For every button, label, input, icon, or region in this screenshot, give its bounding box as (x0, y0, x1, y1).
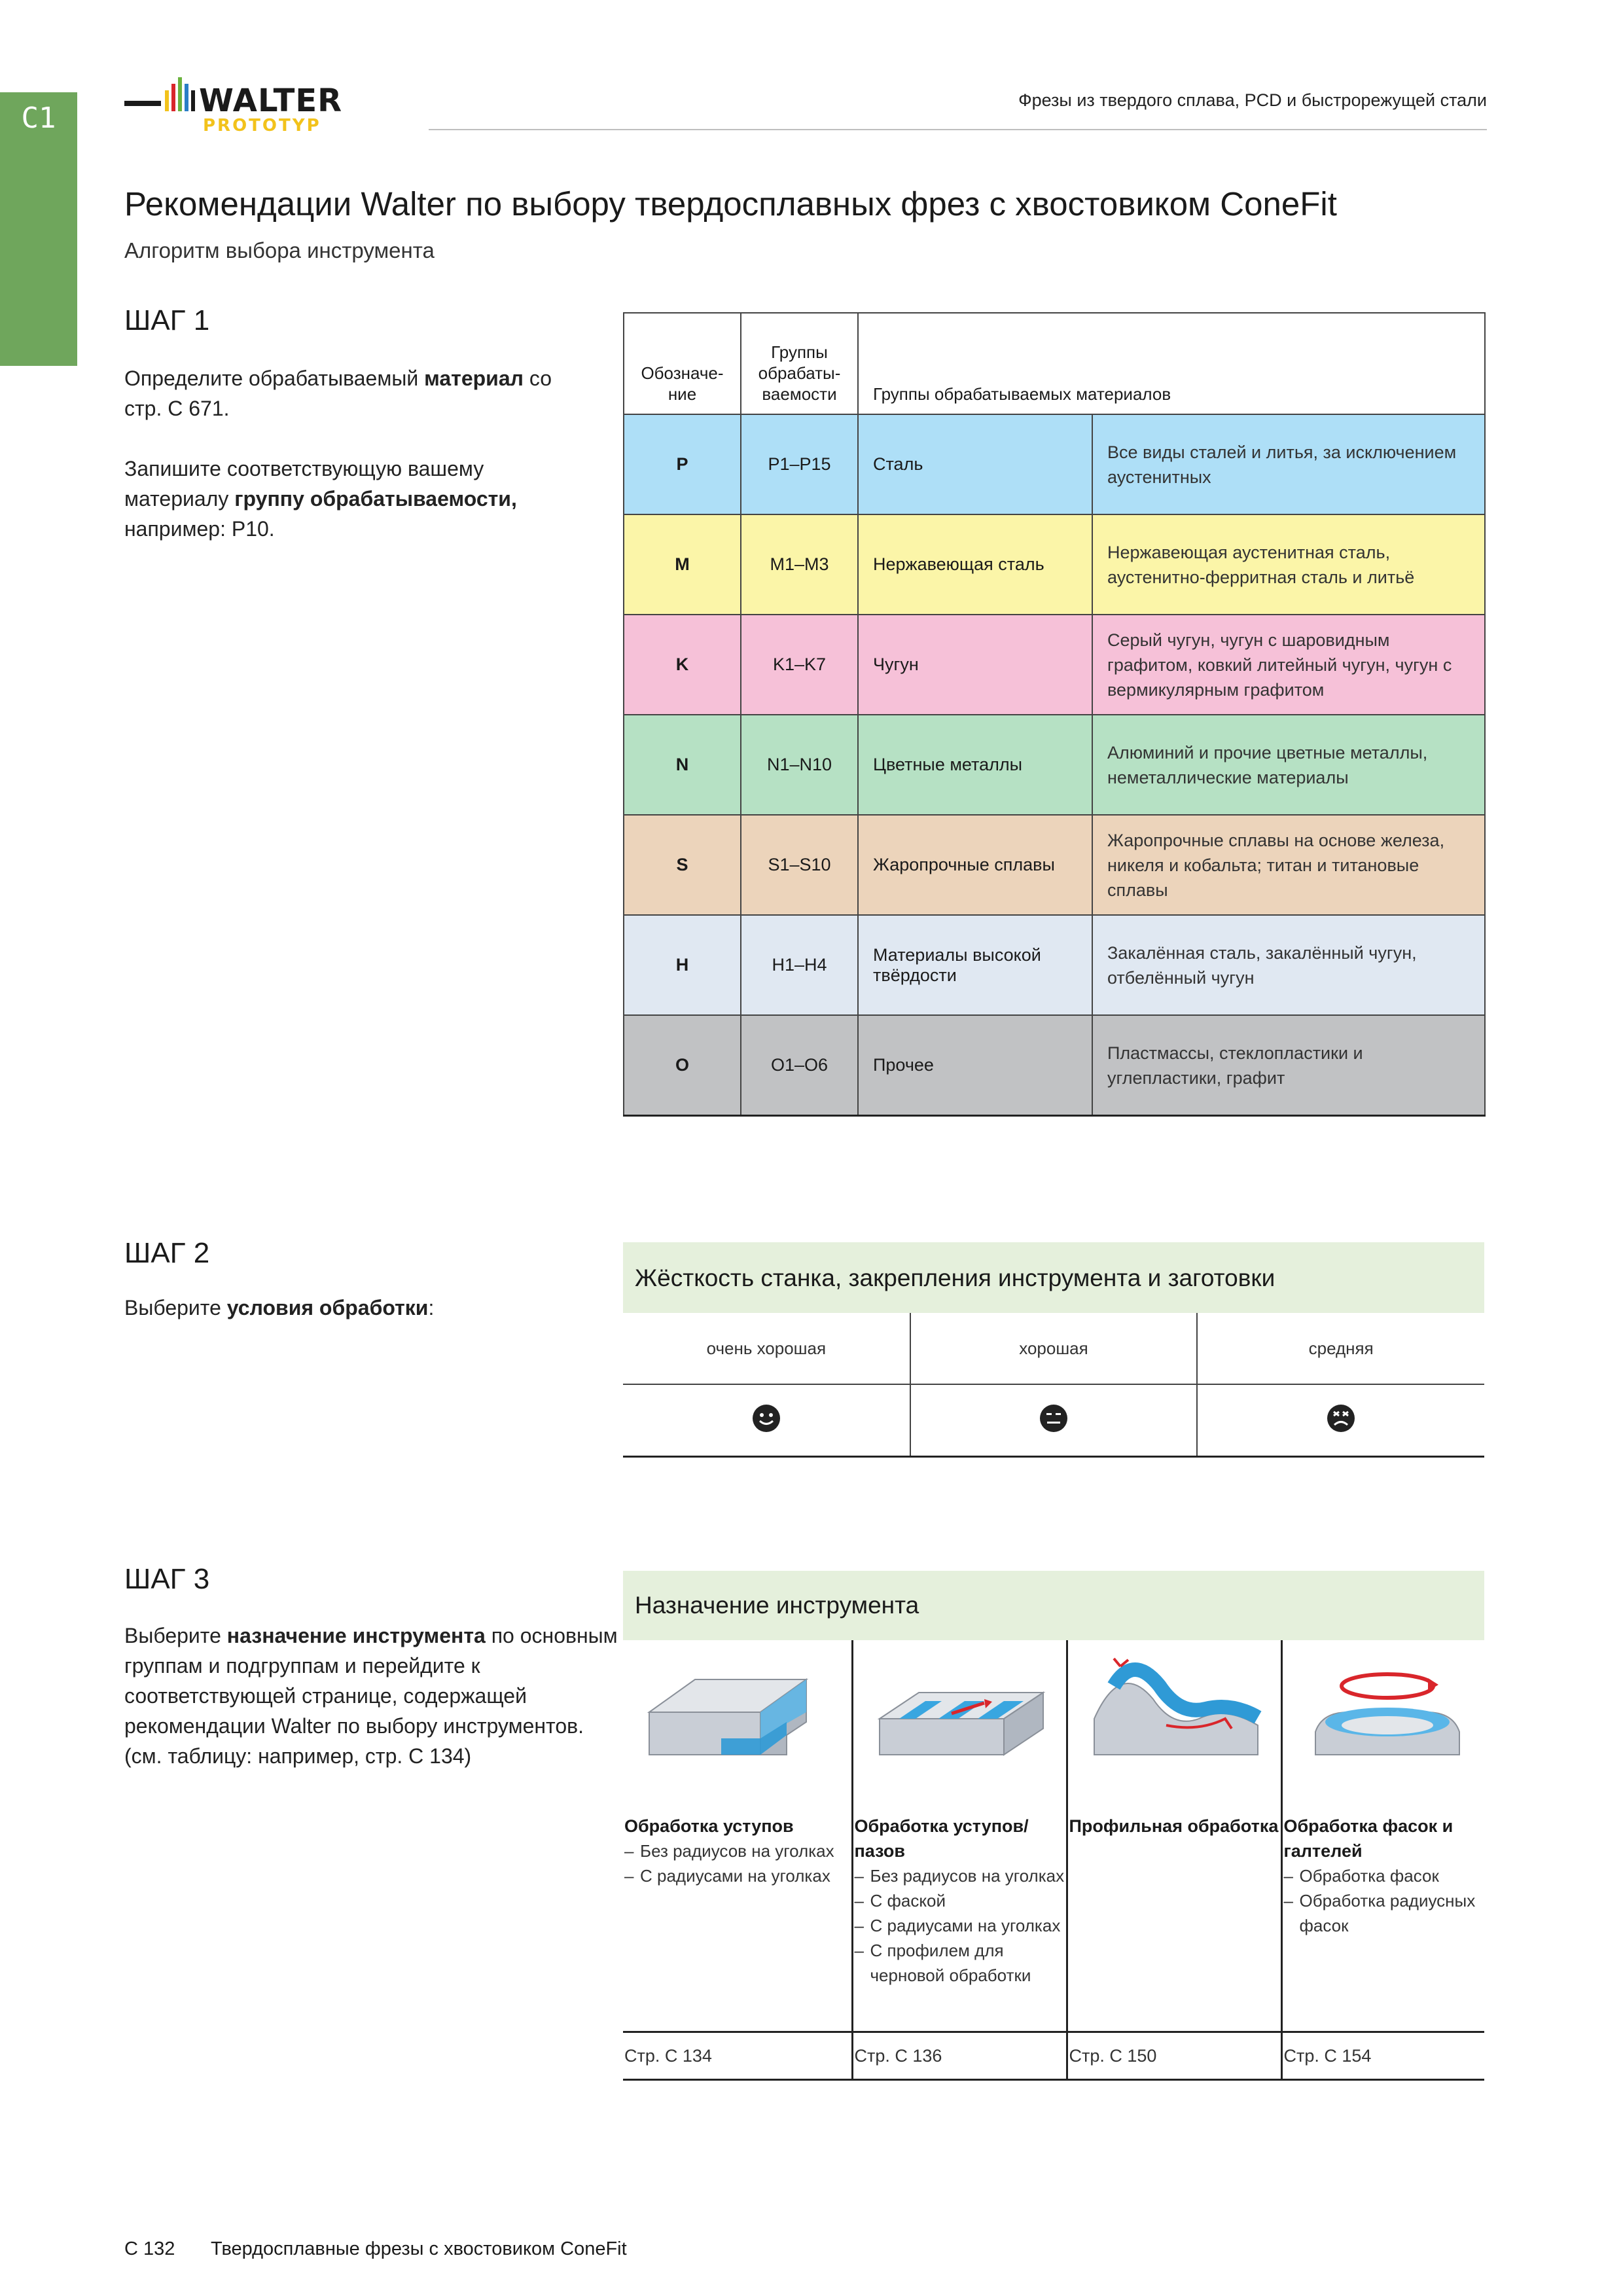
tool-purpose-title: Назначение инструмента (635, 1592, 919, 1619)
header-designation: Обозначе- ние (624, 313, 741, 414)
tool-purpose-header (623, 1571, 1484, 1640)
good-face-icon (751, 1403, 781, 1433)
page-link-profile[interactable]: Стр. C 150 (1067, 2032, 1281, 2080)
material-group-name: Цветные металлы (858, 715, 1092, 815)
page-subtitle: Алгоритм выбора инструмента (124, 238, 435, 262)
purpose-title: Профильная обработка (1069, 1816, 1279, 1836)
material-group-description: Нержавеющая аустенитная сталь, аустенитно-ферритная сталь и литьё (1092, 514, 1485, 615)
step1-text-part: Запишите соответствующую вашему материалу (124, 457, 484, 511)
chapter-tab-label: C1 (21, 101, 56, 135)
material-group-name: Нержавеющая сталь (858, 514, 1092, 615)
rigidity-very-good[interactable]: очень хорошая (623, 1313, 910, 1384)
step3-keyword: назначение инструмента (226, 1624, 486, 1647)
page-link-shoulder[interactable]: Стр. C 134 (623, 2032, 852, 2080)
purpose-subtype-item: – Без радиусов на уголках (854, 1866, 1065, 1886)
rigidity-medium[interactable]: средняя (1197, 1313, 1484, 1384)
step3-text-part: по основным группам и подгруппам и перейдите к соответствующей странице, содержащей рекомендации Walter по выбору инструментов. (см. таблицу: например, стр. C 134) (124, 1624, 618, 1768)
svg-text:PROTOTYP: PROTOTYP (203, 116, 321, 135)
purpose-subtype-item: – Обработка фасок (1283, 1866, 1439, 1886)
material-row-m (624, 514, 1485, 615)
step3-text-part: Выберите (124, 1624, 227, 1647)
step2-keyword: условия обработки (226, 1296, 429, 1319)
profile-milling-icon (1068, 1640, 1283, 1792)
slot-milling-icon (853, 1640, 1068, 1792)
footer-page-number: C 132 (124, 2238, 175, 2259)
material-group-name: Сталь (858, 414, 1092, 514)
purpose-title: Обработка уступов (624, 1816, 794, 1836)
material-row-h (624, 915, 1485, 1015)
page-link-chamfer[interactable]: Стр. C 154 (1281, 2032, 1484, 2080)
purpose-subtype-item: – С фаской (854, 1891, 946, 1910)
step2-text-part: : (428, 1296, 435, 1319)
purpose-col-slot[interactable] (852, 1795, 1067, 2032)
step1-text-part: со стр. C 671. (124, 367, 552, 420)
material-group-name: Прочее (858, 1015, 1092, 1116)
purpose-subtypes (624, 1839, 851, 1888)
header-divider (429, 129, 1487, 130)
material-group-description: Серый чугун, чугун с шаровидным графитом, ковкий литейный чугун, чугун с вермикулярным графитом (1092, 615, 1485, 715)
material-letter: P (624, 414, 741, 514)
material-row-s (624, 815, 1485, 915)
material-group-description: Все виды сталей и литья, за исключением аустенитных (1092, 414, 1485, 514)
chapter-tab (0, 92, 77, 366)
material-group-description: Пластмассы, стеклопластики и углепластики, графит (1092, 1015, 1485, 1116)
material-letter: O (624, 1015, 741, 1116)
step2-text-part: Выберите (124, 1296, 227, 1319)
step1-text (124, 363, 582, 574)
step3-heading: ШАГ 3 (124, 1563, 210, 1595)
machinability-range: H1–H4 (741, 915, 858, 1015)
walter-prototyp-logo (124, 58, 399, 136)
step1-keyword-group: группу обрабатываемости, (234, 487, 517, 511)
purpose-col-profile[interactable] (1067, 1795, 1281, 2032)
machinability-range: S1–S10 (741, 815, 858, 915)
material-letter: N (624, 715, 741, 815)
page-title: Рекомендации Walter по выбору твердосплавных фрез с хвостовиком ConeFit (124, 185, 1337, 223)
bad-face-icon (1326, 1403, 1356, 1433)
footer-title: Твердосплавные фрезы с хвостовиком ConeFit (211, 2238, 627, 2259)
material-row-n (624, 715, 1485, 815)
material-group-description: Закалённая сталь, закалённый чугун, отбелённый чугун (1092, 915, 1485, 1015)
svg-text:WALTER: WALTER (199, 82, 343, 119)
step2-text (124, 1293, 582, 1323)
rigidity-table-title: Жёсткость станка, закрепления инструмента и заготовки (635, 1265, 1275, 1291)
material-groups-table (623, 312, 1486, 1117)
purpose-title: Обработка уступов/ пазов (854, 1816, 1029, 1861)
step1-keyword-material: материал (424, 367, 524, 390)
shoulder-milling-image (623, 1640, 852, 1795)
machinability-range: M1–M3 (741, 514, 858, 615)
purpose-title: Обработка фасок и галтелей (1283, 1816, 1454, 1861)
purpose-subtype-item: – Обработка радиусных фасок (1283, 1891, 1476, 1935)
purpose-col-shoulder[interactable] (623, 1795, 852, 2032)
header-section-title: Фрезы из твердого сплава, PCD и быстрорежущей стали (1018, 90, 1487, 110)
step1-text-part: Определите обрабатываемый (124, 367, 425, 390)
machinability-range: N1–N10 (741, 715, 858, 815)
material-row-k (624, 615, 1485, 715)
purpose-subtype-item: – Без радиусов на уголках (624, 1841, 834, 1861)
step1-heading: ШАГ 1 (124, 304, 210, 336)
page-link-slot[interactable]: Стр. C 136 (852, 2032, 1067, 2080)
purpose-subtype-item: – С радиусами на уголках (854, 1916, 1061, 1935)
material-letter: K (624, 615, 741, 715)
chamfer-milling-icon (1283, 1640, 1486, 1792)
slot-milling-image (852, 1640, 1067, 1795)
material-letter: S (624, 815, 741, 915)
purpose-subtype-item: – С радиусами на уголках (624, 1866, 830, 1886)
material-group-name: Жаропрочные сплавы (858, 815, 1092, 915)
purpose-subtypes (855, 1863, 1066, 1988)
machinability-range: P1–P15 (741, 414, 858, 514)
bad-face-cell[interactable] (1197, 1384, 1484, 1457)
material-row-p (624, 414, 1485, 514)
tool-purpose-table (623, 1640, 1484, 2081)
rigidity-table (623, 1313, 1484, 1458)
purpose-subtype-item: – С профилем для черновой обработки (854, 1941, 1031, 1985)
neutral-face-cell[interactable] (910, 1384, 1198, 1457)
material-row-o (624, 1015, 1485, 1116)
material-group-name: Материалы высокой твёрдости (858, 915, 1092, 1015)
material-letter: M (624, 514, 741, 615)
profile-milling-image (1067, 1640, 1281, 1795)
step3-text (124, 1621, 622, 1771)
step1-text-part: например: P10. (124, 517, 275, 541)
good-face-cell[interactable] (623, 1384, 910, 1457)
header-machinability-groups: Группы обрабаты- ваемости (741, 313, 858, 414)
material-group-name: Чугун (858, 615, 1092, 715)
header-material-groups: Группы обрабатываемых материалов (858, 313, 1485, 414)
machinability-range: K1–K7 (741, 615, 858, 715)
chamfer-milling-image (1281, 1640, 1484, 1795)
material-letter: H (624, 915, 741, 1015)
purpose-col-chamfer[interactable] (1281, 1795, 1484, 2032)
material-group-description: Жаропрочные сплавы на основе железа, никеля и кобальта; титан и титановые сплавы (1092, 815, 1485, 915)
neutral-face-icon (1039, 1403, 1069, 1433)
purpose-subtypes (1284, 1863, 1485, 1938)
rigidity-table-header (623, 1242, 1484, 1313)
material-group-description: Алюминий и прочие цветные металлы, неметаллические материалы (1092, 715, 1485, 815)
machinability-range: O1–O6 (741, 1015, 858, 1116)
shoulder-milling-icon (623, 1640, 839, 1792)
rigidity-good[interactable]: хорошая (910, 1313, 1198, 1384)
step2-heading: ШАГ 2 (124, 1237, 210, 1269)
